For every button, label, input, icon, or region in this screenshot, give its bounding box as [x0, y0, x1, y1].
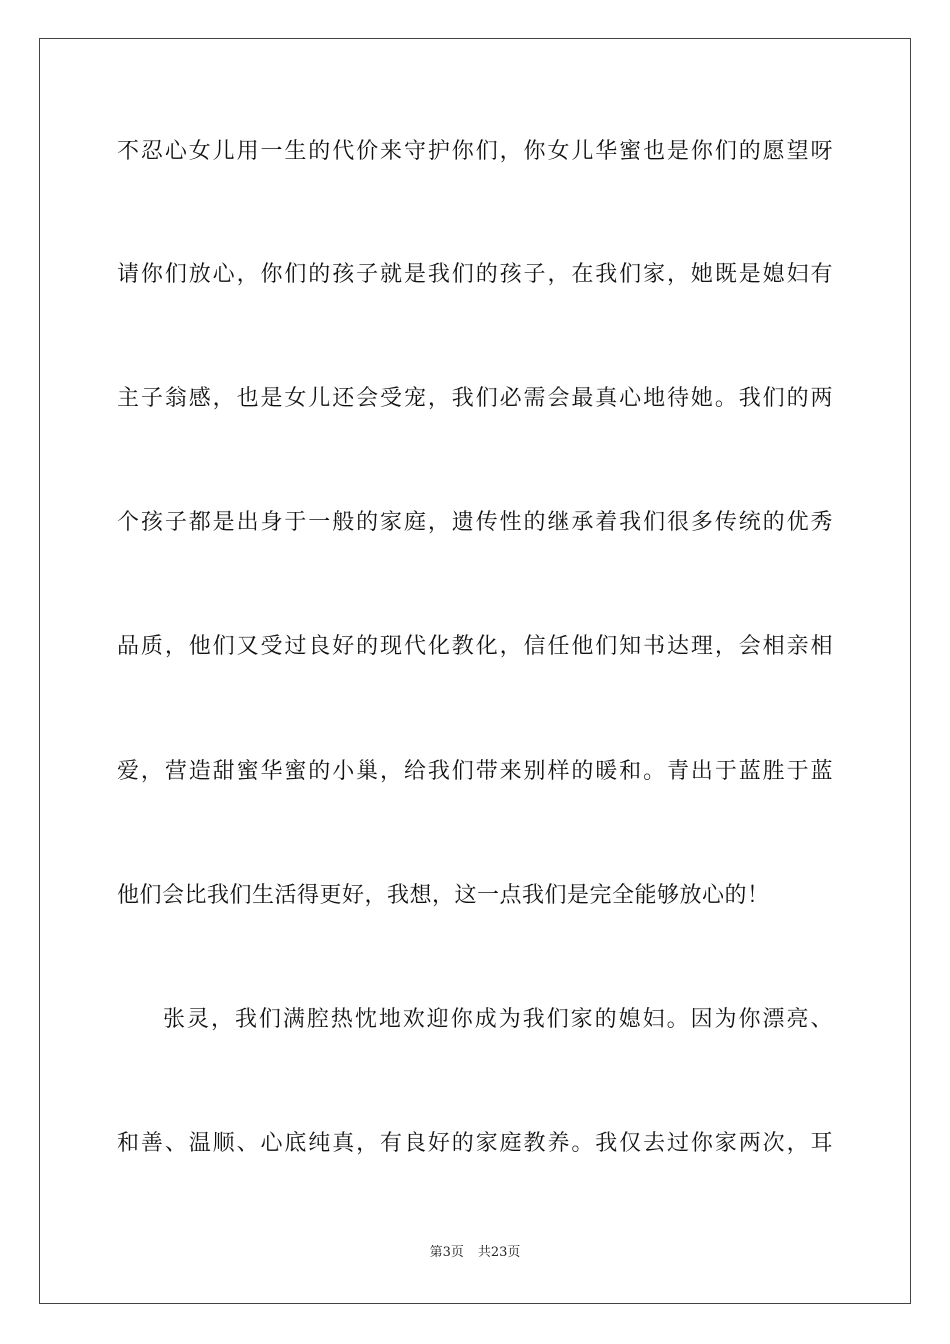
paragraph-line: 个孩子都是出身于一般的家庭，遗传性的继承着我们很多传统的优秀 [117, 510, 833, 535]
page-total: 共23页 [477, 1245, 521, 1260]
page-number: 第3页 [429, 1245, 464, 1260]
page-border [39, 38, 911, 1304]
paragraph-line: 他们会比我们生活得更好，我想，这一点我们是完全能够放心的！ [117, 883, 770, 908]
paragraph-line: 请你们放心，你们的孩子就是我们的孩子，在我们家，她既是媳妇有 [117, 262, 833, 287]
paragraph-line: 张灵，我们满腔热忱地欢迎你成为我们家的媳妇。因为你漂亮、 [163, 1007, 833, 1032]
page-footer [0, 1244, 950, 1262]
paragraph-line: 爱，营造甜蜜华蜜的小巢，给我们带来别样的暖和。青出于蓝胜于蓝 [117, 759, 833, 784]
paragraph-line: 品质，他们又受过良好的现代化教化，信任他们知书达理，会相亲相 [117, 634, 833, 659]
paragraph-line: 和善、温顺、心底纯真，有良好的家庭教养。我仅去过你家两次，耳 [117, 1131, 833, 1156]
paragraph-line: 不忍心女儿用一生的代价来守护你们，你女儿华蜜也是你们的愿望呀 [117, 139, 833, 164]
paragraph-line: 主子翁感，也是女儿还会受宠，我们必需会最真心地待她。我们的两 [117, 386, 833, 411]
